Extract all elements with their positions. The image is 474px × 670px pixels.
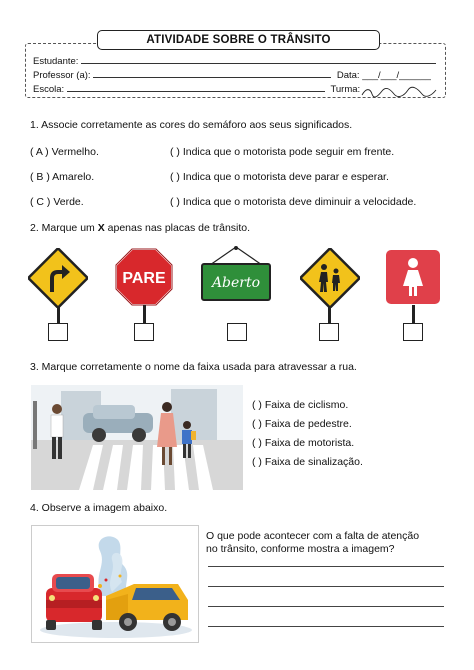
stop-sign: [115, 248, 173, 311]
class-label: Turma:: [330, 84, 361, 95]
sign-1-checkbox[interactable]: [48, 323, 68, 341]
q1-option-a: ( A ) Vermelho.: [30, 146, 99, 158]
q4-question-line-2: no trânsito, conforme mostra a imagem?: [206, 543, 395, 555]
date-label: Data:: [336, 70, 360, 81]
q4-question-line-1: O que pode acontecer com a falta de atenção: [206, 530, 420, 542]
q1-meaning-2[interactable]: ( ) Indica que o motorista deve parar e esperar.: [170, 171, 389, 183]
sign-2-checkbox[interactable]: [134, 323, 154, 341]
signature-logo: [360, 86, 438, 101]
q2-x-mark: X: [97, 222, 105, 234]
answer-line[interactable]: [208, 586, 444, 587]
q3-option-2[interactable]: ( ) Faixa de pedestre.: [252, 418, 352, 430]
teacher-field[interactable]: [93, 69, 331, 78]
crosswalk-illustration: [31, 385, 243, 490]
teacher-row: [33, 69, 431, 81]
school-field[interactable]: [67, 83, 325, 92]
turn-right-sign: [28, 248, 88, 313]
student-row: [33, 55, 436, 67]
q3-prompt: 3. Marque corretamente o nome da faixa usada para atravessar a rua.: [30, 361, 357, 373]
car-crash-illustration: [31, 525, 199, 643]
q1-meaning-3[interactable]: ( ) Indica que o motorista deve diminuir a velocidade.: [170, 196, 417, 208]
sign-5-checkbox[interactable]: [403, 323, 423, 341]
school-row: [33, 83, 360, 95]
q1-prompt: 1. Associe corretamente as cores do semáforo aos seus significados.: [30, 119, 353, 131]
q3-option-1[interactable]: ( ) Faixa de ciclismo.: [252, 399, 349, 411]
restroom-sign: [385, 249, 441, 310]
answer-line[interactable]: [208, 606, 444, 607]
student-field[interactable]: [81, 55, 436, 64]
q3-option-4[interactable]: ( ) Faixa de sinalização.: [252, 456, 363, 468]
pedestrian-sign: [300, 248, 360, 313]
q2-prompt: 2. Marque um X apenas nas placas de trânsito.: [30, 222, 251, 234]
q1-meaning-1[interactable]: ( ) Indica que o motorista pode seguir em frente.: [170, 146, 395, 158]
q3-option-3[interactable]: ( ) Faixa de motorista.: [252, 437, 355, 449]
open-sign-text: Aberto: [211, 275, 261, 291]
date-field[interactable]: ___/___/______: [362, 70, 431, 81]
worksheet-title: ATIVIDADE SOBRE O TRÂNSITO: [97, 30, 380, 50]
open-sign: [200, 245, 272, 308]
school-label: Escola:: [33, 84, 65, 95]
sign-4-checkbox[interactable]: [319, 323, 339, 341]
q1-option-c: ( C ) Verde.: [30, 196, 84, 208]
answer-line[interactable]: [208, 626, 444, 627]
q4-prompt: 4. Observe a imagem abaixo.: [30, 502, 168, 514]
sign-3-checkbox[interactable]: [227, 323, 247, 341]
teacher-label: Professor (a):: [33, 70, 91, 81]
stop-sign-text: PARE: [122, 270, 166, 287]
q1-option-b: ( B ) Amarelo.: [30, 171, 95, 183]
answer-line[interactable]: [208, 566, 444, 567]
student-label: Estudante:: [33, 56, 79, 67]
